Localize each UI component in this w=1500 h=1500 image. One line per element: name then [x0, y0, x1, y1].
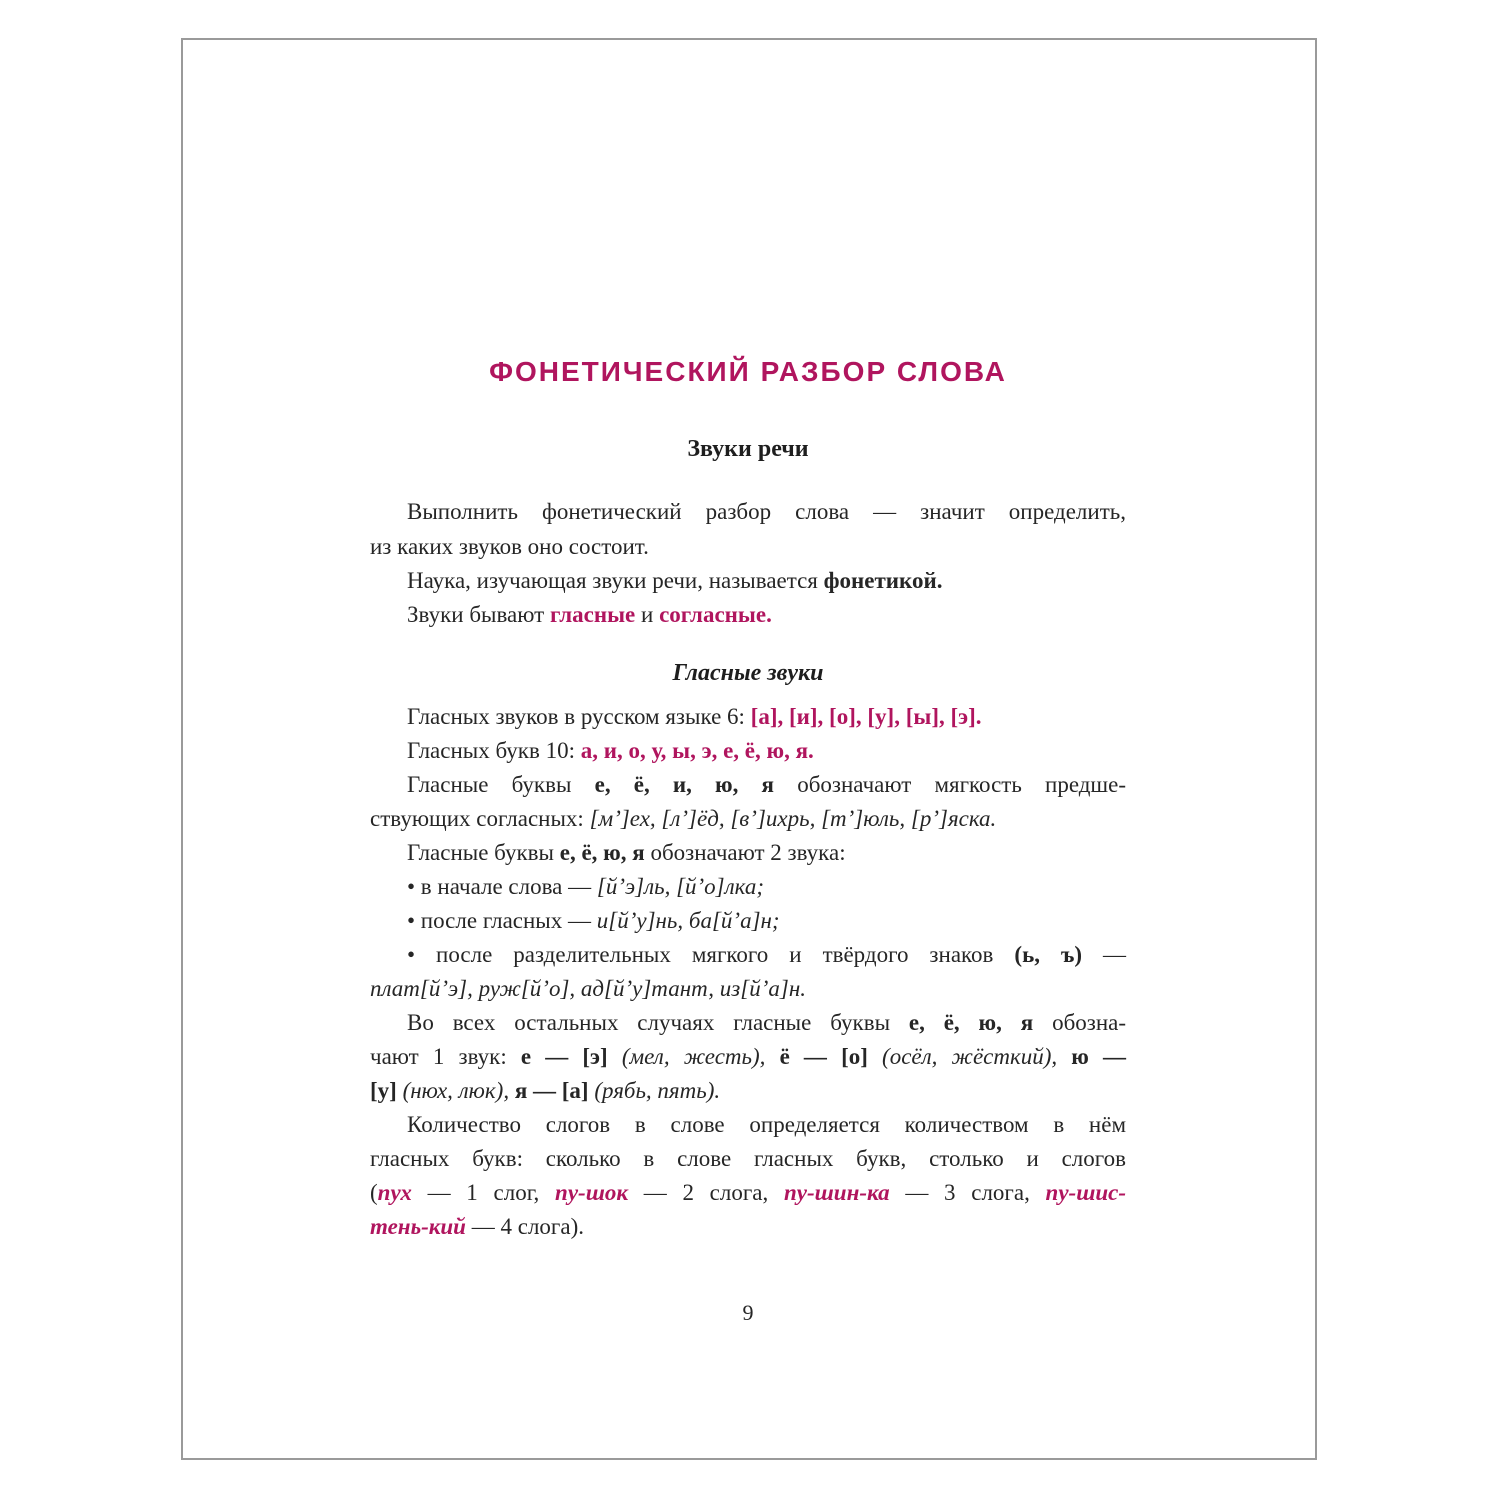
syllables-line-4 [370, 1210, 1126, 1244]
ya-rule: я — [а] [514, 1078, 589, 1103]
bullet-after-signs [370, 938, 1126, 972]
syllable-example-1: пух [377, 1180, 412, 1205]
e-examples: (мел, жесть), [621, 1044, 766, 1069]
intro-line-2: из каких звуков оно состоит. [370, 534, 649, 559]
one-sound-text: Во всех остальных случаях гласные буквы [407, 1010, 891, 1035]
one-sound-text: чают 1 звук: [370, 1044, 507, 1069]
bullet-text: • после гласных — [407, 908, 591, 933]
one-sound-line-3 [370, 1074, 1126, 1108]
two-sounds-letters: е, ё, ю, я [559, 840, 645, 865]
syllables-text: — 1 слог, [427, 1180, 540, 1205]
section-title: Звуки речи [687, 436, 809, 462]
vowel-letters-line [370, 734, 1126, 768]
bullet-dash: — [1103, 942, 1127, 967]
vowel-sounds-text: Гласных звуков в русском языке 6: [407, 704, 745, 729]
bullet-text: • в начале слова — [407, 874, 592, 899]
yu-rule: ю — [1071, 1044, 1127, 1069]
page-title: ФОНЕТИЧЕСКИЙ РАЗБОР СЛОВА [489, 356, 1007, 387]
syllables-line-3 [370, 1176, 1126, 1210]
vowel-sounds-line [370, 700, 1126, 734]
yo-rule: ё — [о] [779, 1044, 868, 1069]
bullet-examples: и[й’у]нь, ба[й’а]н; [596, 908, 780, 933]
softness-text: обозначают мягкость предше- [797, 772, 1127, 797]
term-consonants: согласные. [659, 602, 772, 627]
syllables-line-1: Количество слогов в слове определяется количеством в нём [407, 1112, 1126, 1137]
intro-text: Звуки бывают [407, 602, 545, 627]
softness-examples: [м’]ех, [л’]ёд, [в’]ихрь, [т’]юль, [р’]яска. [589, 806, 997, 831]
syllable-example-4: пу-шис- [1045, 1180, 1127, 1205]
term-phonetics: фонетикой. [823, 568, 943, 593]
term-vowels: гласные [549, 602, 636, 627]
one-sound-line-2 [370, 1040, 1126, 1074]
softness-line-2 [370, 802, 1126, 836]
syllable-example-2: пу-шок [555, 1180, 629, 1205]
syllable-example-3: пу-шин-ка [783, 1180, 890, 1205]
softness-text: Гласные буквы [407, 772, 572, 797]
yu-examples: (нюх, люк), [402, 1078, 510, 1103]
syllables-text: — 2 слога, [643, 1180, 769, 1205]
bullet-after-signs-examples: плат[й’э], руж[й’о], ад[й’у]тант, из[й’а]н. [370, 976, 806, 1001]
vowel-sounds-list: [а], [и], [о], [у], [ы], [э]. [750, 704, 982, 729]
bullet-examples: [й’э]ль, [й’о]лка; [596, 874, 765, 899]
subsection-title: Гласные звуки [672, 660, 824, 686]
one-sound-letters: е, ё, ю, я [908, 1010, 1034, 1035]
intro-text: Наука, изучающая звуки речи, называется [407, 568, 818, 593]
ya-examples: (рябь, пять). [594, 1078, 721, 1103]
syllables-text: ( [370, 1180, 378, 1205]
signs-letters: (ь, ъ) [1014, 942, 1083, 967]
softness-letters: е, ё, и, ю, я [594, 772, 774, 797]
syllables-text: — 3 слога, [905, 1180, 1030, 1205]
book-page [181, 38, 1317, 1460]
two-sounds-text: обозначают 2 звука: [650, 840, 846, 865]
syllables-line-2: гласных букв: сколько в слове гласных букв, столько и слогов [370, 1146, 1126, 1171]
intro-line-1: Выполнить фонетический разбор слова — значит определить, [407, 499, 1126, 524]
page-number: 9 [742, 1300, 754, 1325]
one-sound-text: обозна- [1052, 1010, 1127, 1035]
intro-line-4 [370, 598, 1126, 632]
bullet-text: • после разделительных мягкого и твёрдого знаков [407, 942, 994, 967]
two-sounds-line [370, 836, 1126, 870]
two-sounds-text: Гласные буквы [407, 840, 554, 865]
syllables-text: — 4 слога). [471, 1214, 584, 1239]
softness-text: ствующих согласных: [370, 806, 584, 831]
vowel-letters-text: Гласных букв 10: [407, 738, 575, 763]
bullet-word-start [370, 870, 1126, 904]
intro-line-3 [370, 564, 1126, 598]
intro-text: и [641, 602, 654, 627]
bullet-after-vowels [370, 904, 1126, 938]
e-rule: е — [э] [520, 1044, 608, 1069]
softness-line-1 [370, 768, 1126, 802]
vowel-letters-list: а, и, о, у, ы, э, е, ё, ю, я. [580, 738, 814, 763]
yo-examples: (осёл, жёсткий), [882, 1044, 1058, 1069]
syllable-example-4-end: тень-кий [370, 1214, 466, 1239]
one-sound-line-1 [370, 1006, 1126, 1040]
yu-sound: [у] [370, 1078, 397, 1103]
